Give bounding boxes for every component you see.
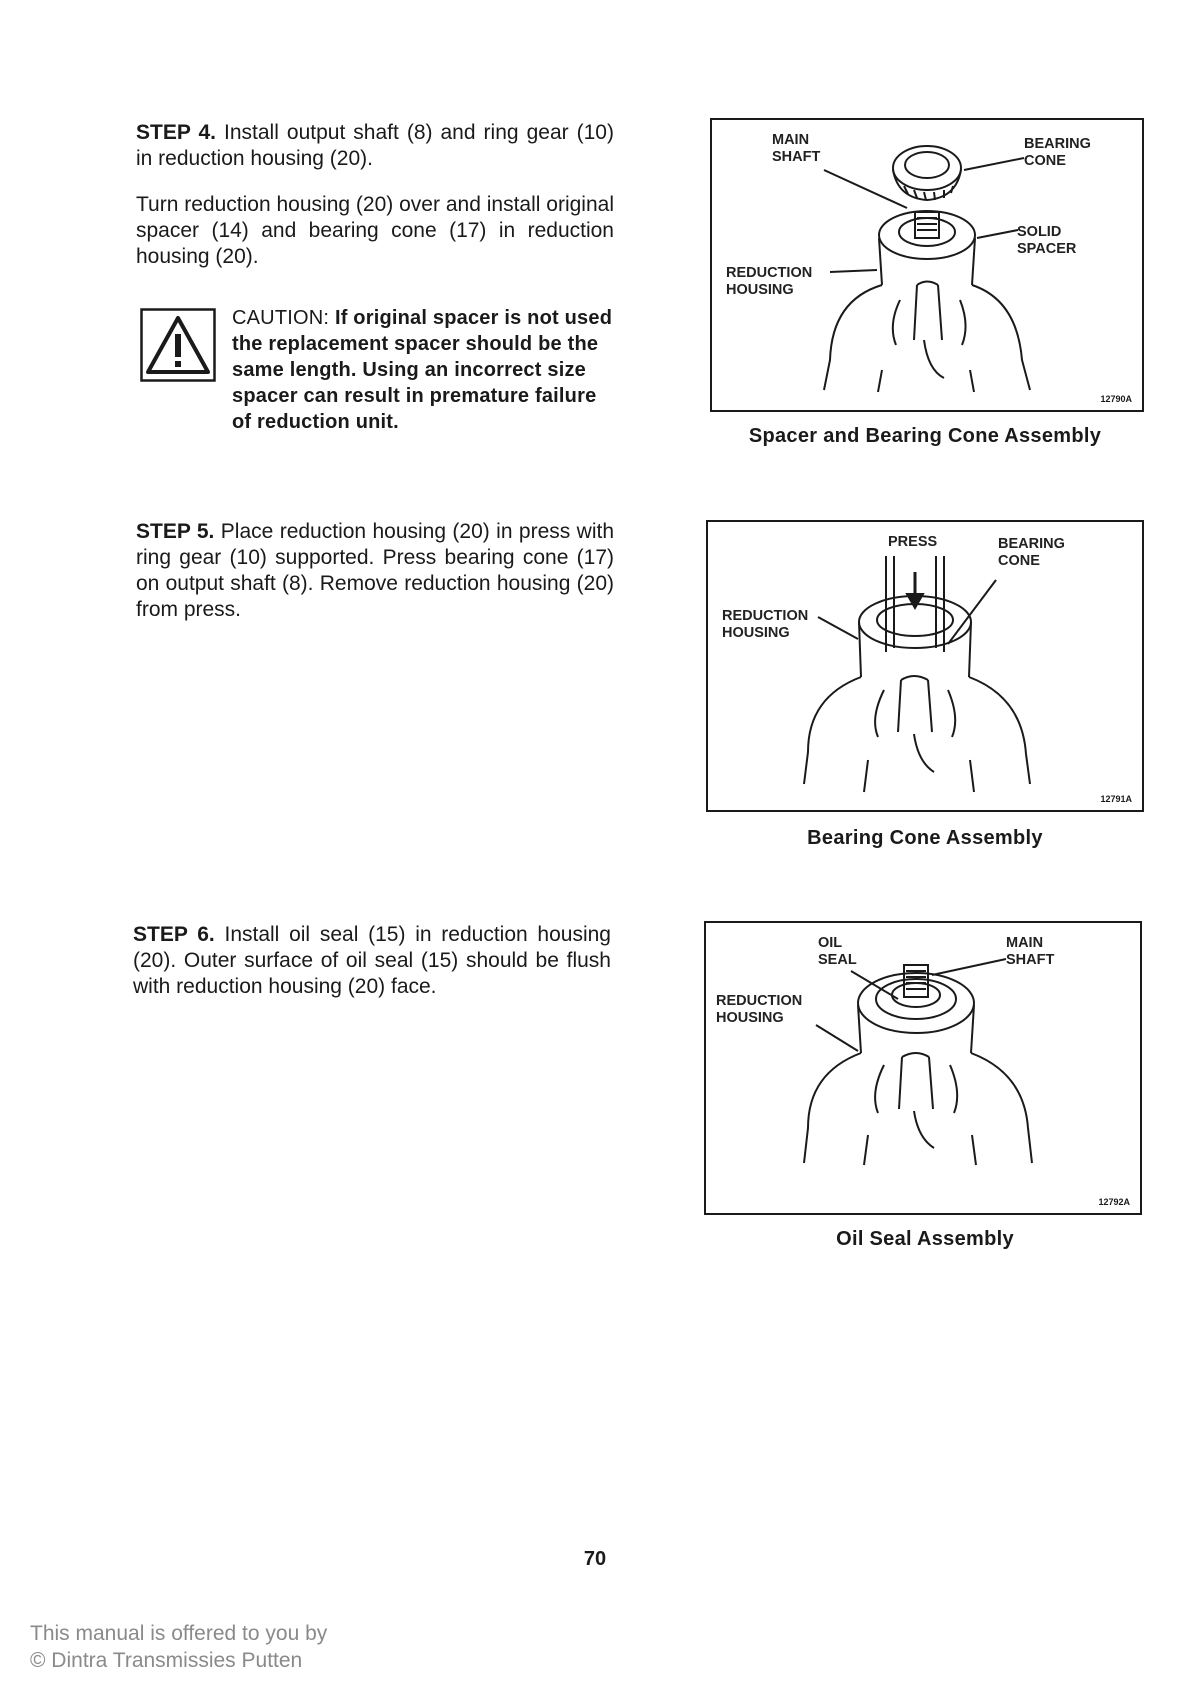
- step-4-text-2: Turn reduction housing (20) over and install original spacer (14) and bearing cone (17) in reduction housing (20).: [136, 193, 614, 268]
- warning-triangle-icon: [140, 308, 216, 382]
- bearing-cone-press-illustration: [708, 522, 1142, 810]
- label-oil-seal: OIL SEAL: [818, 935, 857, 968]
- figure-code: 12791A: [1100, 794, 1132, 804]
- label-reduction-housing: REDUCTION HOUSING: [716, 993, 803, 1026]
- label-reduction-housing: REDUCTION HOUSING: [726, 265, 813, 298]
- step-4: [136, 120, 614, 270]
- label-press: PRESS: [888, 534, 938, 550]
- step-5-para: [136, 519, 614, 623]
- figure-2-caption: Bearing Cone Assembly: [807, 827, 1043, 849]
- label-bearing-cone: BEARING CONE: [998, 536, 1065, 569]
- figure-code: 12790A: [1100, 394, 1132, 404]
- step-6-text: Install oil seal (15) in reduction housing (20). Outer surface of oil seal (15) should be flush with reduction housing (20) face.: [133, 923, 611, 998]
- caution-lead: CAUTION:: [232, 307, 330, 329]
- figure-code: 12792A: [1098, 1197, 1130, 1207]
- label-solid-spacer: SOLID SPACER: [1017, 224, 1077, 257]
- label-main-shaft: MAIN SHAFT: [772, 132, 821, 165]
- footer-line-2: © Dintra Transmissies Putten: [30, 1649, 303, 1672]
- step-5-label: STEP 5.: [136, 520, 215, 543]
- step-4-text-1: Install output shaft (8) and ring gear (10) in reduction housing (20).: [136, 121, 614, 170]
- figure-oil-seal-assembly: [704, 921, 1142, 1215]
- step-6-para: [133, 922, 611, 1000]
- label-bearing-cone: BEARING CONE: [1024, 136, 1091, 169]
- step-5-text: Place reduction housing (20) in press with ring gear (10) supported. Press bearing cone (17) on output shaft (8). Remove reduction housing (20) from press.: [136, 520, 614, 621]
- caution-body: If original spacer is not used the replacement spacer should be the same length. Using an incorrect size spacer can result in premature failure of reduction unit.: [232, 307, 613, 433]
- label-reduction-housing: REDUCTION HOUSING: [722, 608, 809, 641]
- step-4-label: STEP 4.: [136, 121, 216, 144]
- figure-3-caption: Oil Seal Assembly: [836, 1228, 1014, 1250]
- label-main-shaft: MAIN SHAFT: [1006, 935, 1055, 968]
- page-number: 70: [583, 1548, 607, 1570]
- step-4-para-1: [136, 120, 614, 172]
- step-5: [136, 519, 614, 623]
- figure-spacer-bearing-cone: [710, 118, 1144, 412]
- caution-text: [232, 305, 618, 435]
- oil-seal-illustration: [706, 923, 1140, 1213]
- step-6-label: STEP 6.: [133, 923, 215, 946]
- figure-bearing-cone-assembly: [706, 520, 1144, 812]
- step-6: [133, 922, 611, 1000]
- footer-line-1: This manual is offered to you by: [30, 1622, 328, 1645]
- figure-1-caption: Spacer and Bearing Cone Assembly: [748, 425, 1102, 447]
- footer: [30, 1620, 327, 1674]
